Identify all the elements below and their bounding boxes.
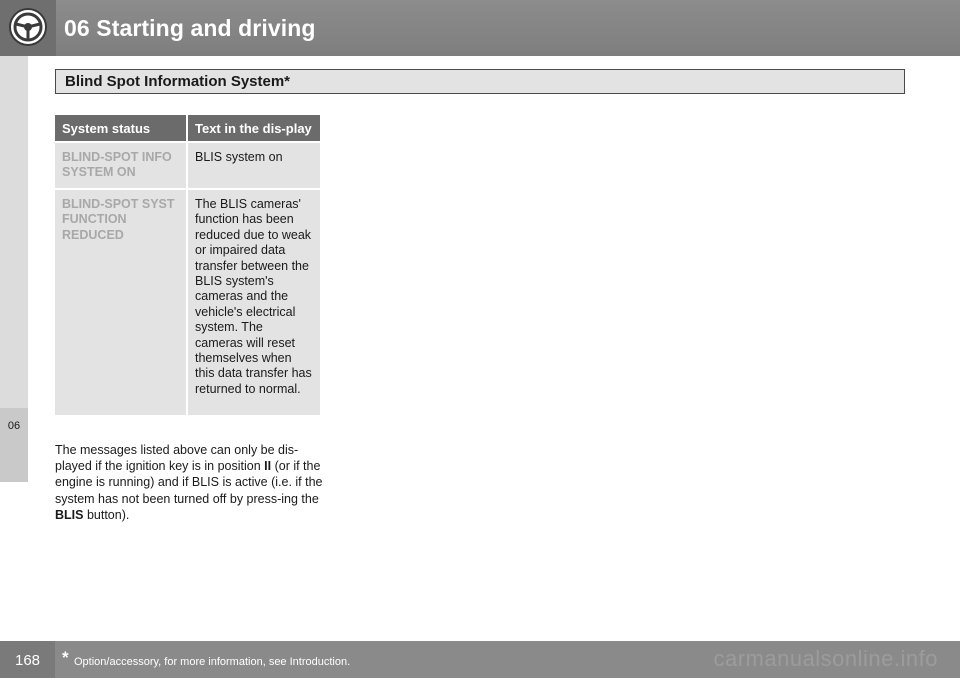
blis-button-text: BLIS bbox=[55, 507, 84, 522]
status-description-cell: The BLIS cameras' function has been reduced due to weak or impaired data transfer between the BLIS system's cameras and the vehicle's electrical system. The cameras will reset themselves when this data transfer has returned to normal. bbox=[187, 189, 320, 415]
explanatory-paragraph bbox=[55, 442, 325, 523]
status-message-cell: BLIND-SPOT INFO SYSTEM ON bbox=[55, 142, 187, 189]
logo-box bbox=[0, 0, 56, 56]
paragraph-text: The messages listed above can only be dis-played if the ignition key is in position bbox=[55, 443, 299, 474]
chapter-header bbox=[0, 0, 960, 56]
column-header-display-text: Text in the dis-play bbox=[187, 115, 320, 142]
status-table bbox=[55, 115, 320, 415]
steering-wheel-icon bbox=[8, 7, 48, 47]
table-header-row bbox=[55, 115, 320, 142]
status-description-cell: BLIS system on bbox=[187, 142, 320, 189]
footnote-text: Option/accessory, for more information, see Introduction. bbox=[74, 656, 351, 668]
section-heading-box bbox=[55, 69, 905, 94]
page-footer bbox=[0, 641, 960, 678]
footnote-asterisk: * bbox=[62, 648, 69, 667]
page-number-box bbox=[0, 641, 55, 678]
column-header-system-status: System status bbox=[55, 115, 187, 142]
ignition-position-text: II bbox=[264, 459, 272, 474]
table-row bbox=[55, 189, 320, 415]
section-title: Blind Spot Information System* bbox=[65, 73, 291, 90]
table-row bbox=[55, 142, 320, 189]
status-message-cell: BLIND-SPOT SYST FUNCTION REDUCED bbox=[55, 189, 187, 415]
page-number: 168 bbox=[14, 652, 41, 669]
chapter-tab-label: 06 bbox=[7, 420, 21, 432]
chapter-title: 06 Starting and driving bbox=[64, 15, 316, 41]
paragraph-text: (or if the engine is running) and if BLIS is active (i.e. if the system has not been turned off by press-ing the bbox=[55, 459, 323, 506]
watermark: carmanualsonline.info bbox=[713, 646, 938, 671]
paragraph-text: button). bbox=[83, 507, 130, 522]
